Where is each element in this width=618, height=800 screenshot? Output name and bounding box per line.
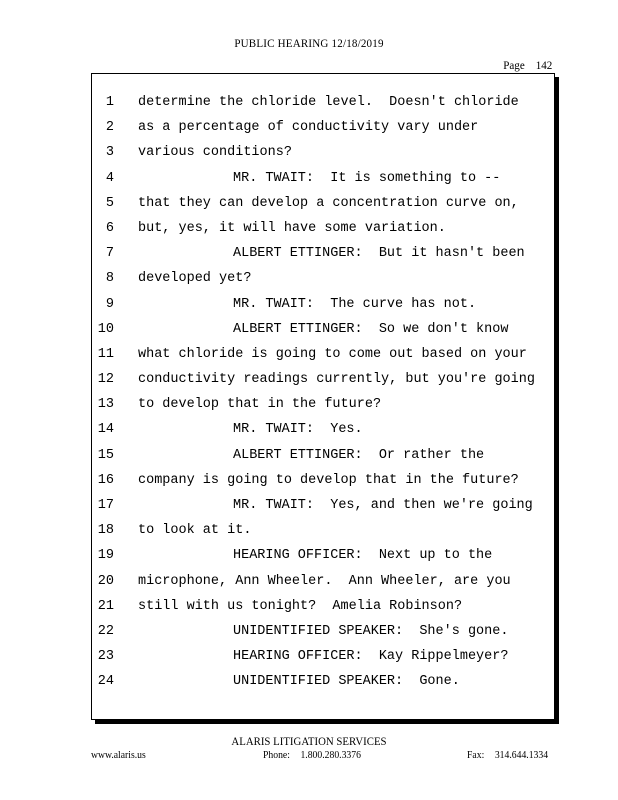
line-number: 24 (97, 674, 114, 690)
line-text: developed yet? (138, 271, 252, 287)
line-number: 21 (97, 598, 114, 614)
transcript-line (92, 118, 554, 143)
transcript-frame (91, 73, 555, 720)
line-number: 10 (97, 321, 114, 337)
transcript-line (92, 269, 554, 294)
transcript-line (92, 572, 554, 597)
line-text: MR. TWAIT: It is something to -- (233, 170, 501, 186)
phone-number: 1.800.280.3376 (300, 749, 361, 761)
line-number: 2 (105, 120, 114, 136)
footer-company: ALARIS LITIGATION SERVICES (231, 734, 387, 748)
page-label: Page (502, 58, 525, 72)
transcript-line (92, 496, 554, 521)
transcript-lines (92, 93, 554, 698)
line-number: 3 (105, 145, 114, 161)
transcript-line (92, 672, 554, 697)
line-text: ALBERT ETTINGER: But it hasn't been (233, 246, 525, 262)
fax-number: 314.644.1334 (494, 749, 548, 761)
line-text: still with us tonight? Amelia Robinson? (138, 598, 463, 614)
footer-phone (263, 749, 361, 761)
line-text: MR. TWAIT: The curve has not. (233, 296, 477, 312)
line-number: 8 (105, 271, 114, 287)
line-text: as a percentage of conductivity vary under (138, 120, 479, 136)
line-number: 6 (105, 220, 114, 236)
line-number: 14 (97, 422, 114, 438)
transcript-line (92, 320, 554, 345)
transcript-line (92, 420, 554, 445)
line-number: 17 (97, 498, 114, 513)
line-number: 16 (97, 472, 114, 488)
line-number: 12 (97, 372, 114, 388)
line-number: 13 (97, 397, 114, 413)
line-text: but, yes, it will have some variation. (138, 220, 446, 236)
transcript-line (92, 345, 554, 370)
transcript-line (92, 622, 554, 647)
fax-label: Fax: (466, 749, 485, 761)
line-text: conductivity readings currently, but you're going (138, 372, 535, 388)
line-number: 4 (105, 170, 114, 186)
line-number: 20 (97, 573, 114, 589)
transcript-line (92, 93, 554, 118)
line-number: 23 (97, 649, 114, 665)
line-number: 9 (105, 296, 114, 312)
line-text: ALBERT ETTINGER: So we don't know (233, 321, 509, 337)
page-number-value: 142 (535, 58, 552, 72)
transcript-line (92, 194, 554, 219)
transcript-line (92, 521, 554, 546)
line-text: MR. TWAIT: Yes, and then we're going (233, 498, 533, 513)
transcript-line (92, 143, 554, 168)
transcript-line (92, 219, 554, 244)
transcript-line (92, 546, 554, 571)
line-text: company is going to develop that in the future? (138, 472, 519, 488)
line-number: 5 (105, 195, 114, 211)
line-text: that they can develop a concentration curve on, (138, 195, 519, 211)
line-number: 1 (105, 95, 114, 110)
line-text: what chloride is going to come out based on your (138, 346, 527, 362)
transcript-line (92, 295, 554, 320)
phone-label: Phone: (263, 749, 290, 761)
transcript-line (92, 446, 554, 471)
line-text: MR. TWAIT: Yes. (233, 422, 363, 438)
page-number (503, 58, 552, 73)
line-text: to look at it. (138, 523, 252, 539)
line-text: determine the chloride level. Doesn't chloride (138, 95, 519, 110)
line-text: UNIDENTIFIED SPEAKER: Gone. (233, 674, 460, 690)
transcript-line (92, 370, 554, 395)
line-text: to develop that in the future? (138, 397, 382, 413)
transcript-line (92, 597, 554, 622)
line-number: 19 (97, 548, 114, 564)
transcript-line (92, 244, 554, 269)
footer-fax (467, 749, 548, 761)
line-text: various conditions? (138, 145, 292, 161)
line-number: 11 (97, 346, 114, 362)
transcript-line (92, 169, 554, 194)
line-text: ALBERT ETTINGER: Or rather the (233, 447, 485, 463)
transcript-line (92, 395, 554, 420)
line-text: HEARING OFFICER: Kay Rippelmeyer? (233, 649, 509, 665)
transcript-line (92, 647, 554, 672)
transcript-line (92, 471, 554, 496)
page-header-title: PUBLIC HEARING 12/18/2019 (234, 36, 384, 50)
line-text: microphone, Ann Wheeler. Ann Wheeler, are you (138, 573, 511, 589)
line-number: 7 (105, 246, 114, 262)
line-text: UNIDENTIFIED SPEAKER: She's gone. (233, 623, 509, 639)
line-text: HEARING OFFICER: Next up to the (233, 548, 493, 564)
line-number: 15 (97, 447, 114, 463)
line-number: 22 (97, 623, 114, 639)
line-number: 18 (97, 523, 114, 539)
footer-website: www.alaris.us (91, 749, 146, 761)
